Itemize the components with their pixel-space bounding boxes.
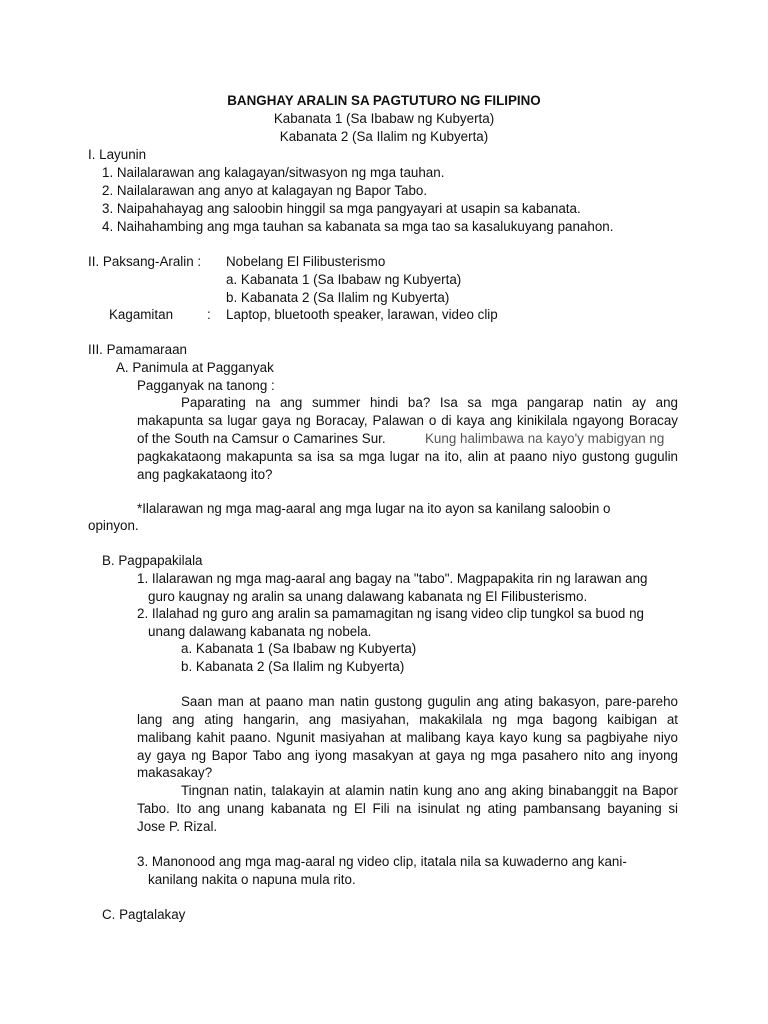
kagamitan-colon: : [207, 307, 211, 322]
paksang-aralin-value: Nobelang El Filibusterismo [226, 254, 386, 269]
pagganyak-paragraph-line: Kung halimbawa na kayo'y mabigyan ng [425, 431, 665, 446]
pagganyak-paragraph-line: Paparating na ang summer hindi ba? Isa sa mga pangarap natin ay ang [181, 395, 678, 410]
kagamitan-label: Kagamitan [109, 307, 174, 322]
pagganyak-paragraph-line: of the South na Camsur o Camarines Sur. [137, 431, 386, 446]
pagganyak-paragraph-line: ang pagkakataong ito? [137, 467, 273, 482]
section-a-heading: A. Panimula at Pagganyak [116, 360, 274, 375]
pagganyak-question-label: Pagganyak na tanong : [137, 378, 275, 393]
layunin-heading: I. Layunin [88, 147, 147, 162]
pagpapakilala-item-line: 2. Ilalahad ng guro ang aralin sa pamamagitan ng isang video clip tungkol sa buod ng [137, 606, 644, 621]
pagpapakilala-sub-item: b. Kabanata 2 (Sa Ilalim ng Kubyerta) [181, 659, 405, 674]
section-c-heading: C. Pagtalakay [102, 907, 186, 922]
pagpapakilala-paragraph-line: lang ang ating hangarin, ang masiyahan, makakilala ng mga bagong kaibigan at [137, 712, 678, 727]
pamamaraan-heading: III. Pamamaraan [88, 342, 187, 357]
pagpapakilala-paragraph-line: Jose P. Rizal. [137, 819, 218, 834]
pagpapakilala-item-line: unang dalawang kabanata ng nobela. [148, 624, 372, 639]
pagganyak-paragraph-line: makapunta sa lugar gaya ng Boracay, Palawan o di kaya ang kinikilala ngayong Boracay [137, 413, 678, 428]
pagganyak-note-line: *Ilalarawan ng mga mag-aaral ang mga lugar na ito ayon sa kanilang saloobin o [137, 501, 611, 516]
document-subtitle-1: Kabanata 1 (Sa Ibabaw ng Kubyerta) [273, 111, 495, 126]
document-subtitle-2: Kabanata 2 (Sa Ilalim ng Kubyerta) [279, 129, 489, 144]
section-b-heading: B. Pagpapakilala [102, 553, 203, 568]
pagpapakilala-paragraph-line: makasakay? [137, 765, 213, 780]
layunin-item: 3. Naipahahayag ang saloobin hinggil sa mga pangyayari at usapin sa kabanata. [102, 201, 581, 216]
pagpapakilala-paragraph-line: Saan man at paano man natin gustong gugulin ang ating bakasyon, pare-pareho [181, 694, 678, 709]
pagpapakilala-paragraph-line: Tabo. Ito ang unang kabanata ng El Fili na isinulat ng ating pambansang bayaning si [137, 801, 678, 816]
pagpapakilala-item-line: guro kaugnay ng aralin sa unang dalawang kabanata ng El Filibusterismo. [148, 589, 588, 604]
paksang-aralin-label: II. Paksang-Aralin : [88, 254, 202, 269]
pagpapakilala-paragraph-line: ay gaya ng Bapor Tabo ang iyong masakyan at gaya ng mga pasahero nito ang inyong [137, 748, 678, 763]
paksang-aralin-sub-a: a. Kabanata 1 (Sa Ibabaw ng Kubyerta) [226, 272, 462, 287]
pagganyak-paragraph-line: pagkakataong makapunta sa isa sa mga lugar na ito, alin at paano niyo gustong gugulin [137, 449, 678, 464]
pagpapakilala-item-line: 1. Ilalarawan ng mga mag-aaral ang bagay na "tabo". Magpapakita rin ng larawan ang [137, 571, 648, 586]
layunin-item: 2. Nailalarawan ang anyo at kalagayan ng Bapor Tabo. [102, 183, 428, 198]
layunin-item: 1. Nailalarawan ang kalagayan/sitwasyon ng mga tauhan. [102, 165, 445, 180]
pagpapakilala-paragraph-line: malibang kahit paano. Ngunit masiyahan at malibang kaya kayo kung sa pagbiyahe niyo [137, 730, 678, 745]
document-title: BANGHAY ARALIN SA PAGTUTURO NG FILIPINO [227, 93, 541, 108]
pagpapakilala-sub-item: a. Kabanata 1 (Sa Ibabaw ng Kubyerta) [181, 641, 417, 656]
pagpapakilala-paragraph-line: Tingnan natin, talakayin at alamin natin kung ano ang aking binabanggit na Bapor [181, 783, 678, 798]
pagpapakilala-item-line: kanilang nakita o napuna mula rito. [148, 872, 356, 887]
kagamitan-value: Laptop, bluetooth speaker, larawan, video clip [226, 307, 498, 322]
paksang-aralin-sub-b: b. Kabanata 2 (Sa Ilalim ng Kubyerta) [226, 290, 450, 305]
pagpapakilala-item-line: 3. Manonood ang mga mag-aaral ng video clip, itatala nila sa kuwaderno ang kani- [137, 854, 627, 869]
pagganyak-note-line: opinyon. [88, 518, 139, 533]
layunin-item: 4. Naihahambing ang mga tauhan sa kabanata sa mga tao sa kasalukuyang panahon. [102, 219, 614, 234]
